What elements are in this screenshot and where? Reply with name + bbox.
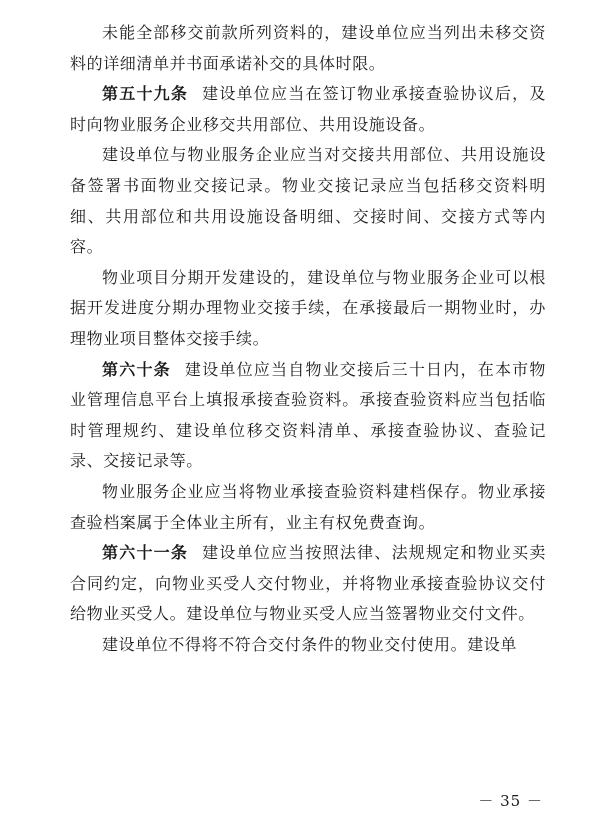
paragraph-1 [70, 18, 546, 79]
paragraph-4-text: 物业项目分期开发建设的，建设单位与物业服务企业可以根据开发进度分期办理物业交接手续，在承接最后一期物业时，办理物业项目整体交接手续。 [70, 267, 546, 348]
article-number-59: 第五十九条 [102, 84, 189, 104]
paragraph-article-60-text: 建设单位应当自物业交接后三十日内，在本市物业管理信息平台上填报承接查验资料。承接查验资料应当包括临时管理规约、建设单位移交资料清单、承接查验协议、查验记录、交接记录等。 [70, 359, 546, 471]
paragraph-8 [70, 630, 546, 661]
paragraph-6 [70, 477, 546, 538]
paragraph-3 [70, 140, 546, 262]
paragraph-article-59 [70, 79, 546, 140]
paragraph-article-59-text: 建设单位应当在签订物业承接查验协议后，及时向物业服务企业移交共用部位、共用设施设备。 [70, 84, 546, 134]
paragraph-6-text: 物业服务企业应当将物业承接查验资料建档保存。物业承接查验档案属于全体业主所有，业主有权免费查询。 [70, 481, 546, 532]
article-number-61: 第六十一条 [102, 543, 189, 563]
paragraph-3-text: 建设单位与物业服务企业应当对交接共用部位、共用设施设备签署书面物业交接记录。物业交接记录应当包括移交资料明细、共用部位和共用设施设备明细、交接时间、交接方式等内容。 [70, 145, 546, 257]
paragraph-4 [70, 263, 546, 355]
page-number: － 35 － [478, 792, 543, 810]
page-content [70, 18, 546, 660]
paragraph-article-61-text: 建设单位应当按照法律、法规规定和物业买卖合同约定，向物业买受人交付物业，并将物业承接查验协议交付给物业买受人。建设单位与物业买受人应当签署物业交付文件。 [70, 543, 546, 624]
paragraph-article-61 [70, 538, 546, 630]
paragraph-article-60 [70, 355, 546, 477]
article-number-60: 第六十条 [102, 359, 171, 379]
paragraph-8-text: 建设单位不得将不符合交付条件的物业交付使用。建设单 [102, 634, 518, 654]
paragraph-1-text: 未能全部移交前款所列资料的，建设单位应当列出未移交资料的详细清单并书面承诺补交的具体时限。 [70, 23, 546, 73]
